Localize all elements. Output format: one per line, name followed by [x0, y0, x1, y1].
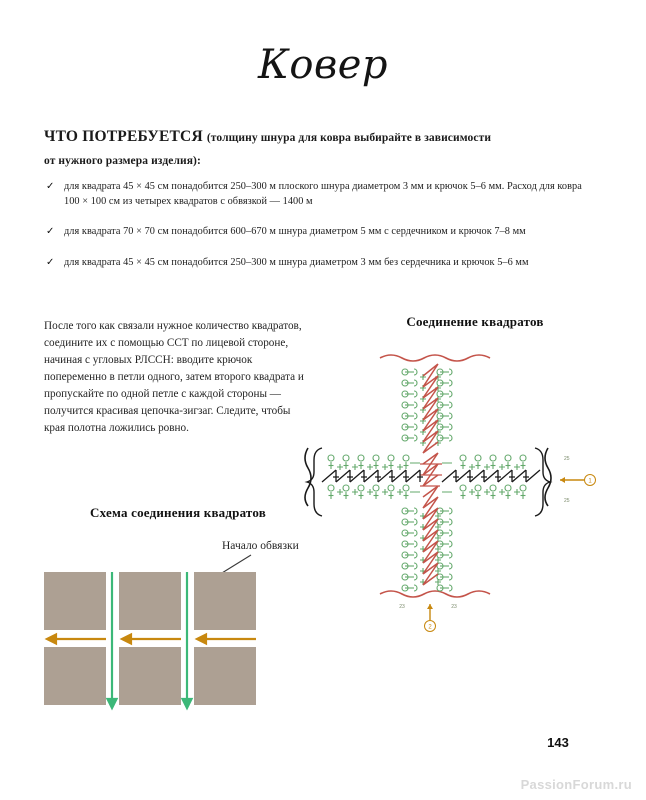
- requirements-heading-strong: ЧТО ПОТРЕБУЕТСЯ: [44, 128, 203, 145]
- left-brace: [307, 448, 322, 516]
- marker-arrow-left-icon: [560, 477, 565, 483]
- list-item: [46, 180, 598, 209]
- join-chart-heading: Соединение квадратов: [406, 314, 544, 329]
- row-markers-right: [560, 456, 596, 504]
- horizontal-arm-lower: [328, 485, 526, 499]
- instructions-paragraph: После того как связали нужное количество квадратов, соедините их с помощью ССТ по лицевой стороне, начиная с угловых РЛССН: вводите крючок попеременно в петли одного, затем второго квадрата и пропускайте по одной петле с каждой стороны — получится красивая цепочка-зигзаг. Следите, чтобы края полотна ложились ровно.: [44, 320, 304, 435]
- requirements-list: [46, 180, 598, 286]
- list-item-text: для квадрата 70 × 70 см понадобится 600–670 м шнура диаметром 5 мм с сердечником и крючок 7–8 мм: [64, 226, 526, 238]
- check-icon: ✓: [46, 226, 55, 238]
- marker-bottom-number: 2: [428, 624, 432, 631]
- centre-connectors: [410, 463, 452, 492]
- site-watermark: PassionForum.ru: [520, 777, 632, 792]
- row-label-top: 25: [564, 456, 570, 462]
- bottom-wave: [380, 591, 490, 597]
- row-markers-bottom: [399, 604, 457, 632]
- list-item-text: для квадрата 45 × 45 см понадобится 250–300 м плоского шнура диаметром 3 мм и крючок 5–6 мм. Расход для ковра 100 × 100 см из четырех квадратов с обвязкой — 1400 м: [64, 181, 582, 207]
- schema-square: [44, 572, 106, 630]
- list-item: [46, 256, 598, 271]
- page-number: 143: [547, 735, 569, 750]
- start-of-edging-label: Начало обвязки: [222, 540, 299, 552]
- right-wave: [545, 448, 551, 506]
- horizontal-arm-upper: [328, 455, 526, 470]
- list-item-text: для квадрата 45 × 45 см понадобится 250–300 м шнура диаметром 3 мм без сердечника и крючок 5–6 мм: [64, 256, 529, 268]
- schema-square: [194, 647, 256, 705]
- schema-square: [119, 572, 181, 630]
- top-wave: [380, 355, 490, 361]
- join-chart-diagram: [292, 336, 618, 632]
- squares-schema: [44, 562, 276, 714]
- schema-square: [44, 647, 106, 705]
- check-icon: ✓: [46, 256, 55, 268]
- schema-heading: Схема соединения квадратов: [90, 505, 266, 520]
- schema-square: [194, 572, 256, 630]
- schema-square: [119, 647, 181, 705]
- bottom-label-left: 23: [399, 604, 405, 610]
- left-wave: [305, 448, 311, 506]
- requirements-heading-paren-line2: от нужного размера изделия):: [44, 154, 201, 167]
- marker-arrow-up-icon: [427, 604, 433, 609]
- list-item: [46, 225, 598, 240]
- page-title: Ковер: [257, 42, 389, 88]
- marker-right-number: 1: [588, 478, 592, 485]
- check-icon: ✓: [46, 181, 55, 192]
- requirements-heading-paren-line1: (толщину шнура для ковра выбирайте в зависимости: [206, 132, 492, 144]
- requirements-heading: [44, 126, 584, 171]
- horizontal-arrow-orange: [47, 635, 256, 644]
- bottom-label-right: 23: [451, 604, 457, 610]
- row-label-bottom: 25: [564, 498, 570, 504]
